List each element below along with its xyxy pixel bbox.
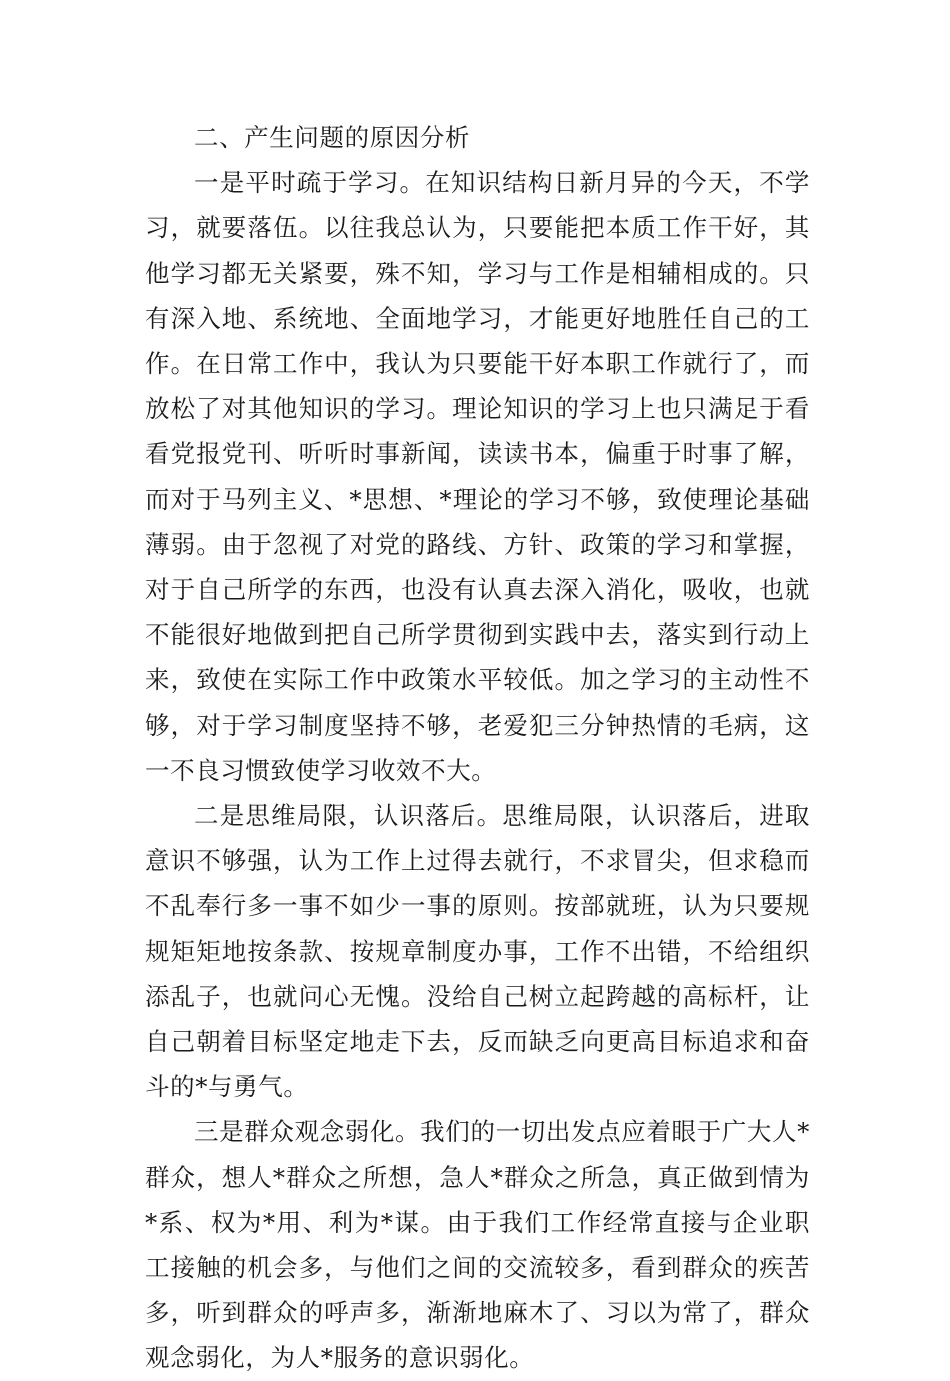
- document-body: [145, 115, 810, 1381]
- paragraph-masses: 三是群众观念弱化。我们的一切出发点应着眼于广大人*群众，想人*群众之所想，急人*群众之所急，真正做到情为*系、权为*用、利为*谋。由于我们工作经常直接与企业职工接触的机会多，与他们之间的交流较多，看到群众的疾苦多，听到群众的呼声多，渐渐地麻木了、习以为常了，群众观念弱化，为人*服务的意识弱化。: [145, 1117, 810, 1373]
- paragraph-thinking: 二是思维局限，认识落后。思维局限，认识落后，进取意识不够强，认为工作上过得去就行，不求冒尖，但求稳而不乱奉行多一事不如少一事的原则。按部就班，认为只要规规矩矩地按条款、按规章制度办事，工作不出错，不给组织添乱子，也就问心无愧。没给自己树立起跨越的高标杆，让自己朝着目标坚定地走下去，反而缺乏向更高目标追求和奋斗的*与勇气。: [145, 801, 810, 1102]
- section-heading: 二、产生问题的原因分析: [194, 123, 471, 152]
- paragraph-study: 一是平时疏于学习。在知识结构日新月异的今天，不学习，就要落伍。以往我总认为，只要能把本质工作干好，其他学习都无关紧要，殊不知，学习与工作是相辅相成的。只有深入地、系统地、全面地学习，才能更好地胜任自己的工作。在日常工作中，我认为只要能干好本职工作就行了，而放松了对其他知识的学习。理论知识的学习上也只满足于看看党报党刊、听听时事新闻，读读书本，偏重于时事了解，而对于马列主义、*思想、*理论的学习不够，致使理论基础薄弱。由于忽视了对党的路线、方针、政策的学习和掌握，对于自己所学的东西，也没有认真去深入消化，吸收，也就不能很好地做到把自己所学贯彻到实践中去，落实到行动上来，致使在实际工作中政策水平较低。加之学习的主动性不够，对于学习制度坚持不够，老爱犯三分钟热情的毛病，这一不良习惯致使学习收效不大。: [145, 168, 810, 785]
